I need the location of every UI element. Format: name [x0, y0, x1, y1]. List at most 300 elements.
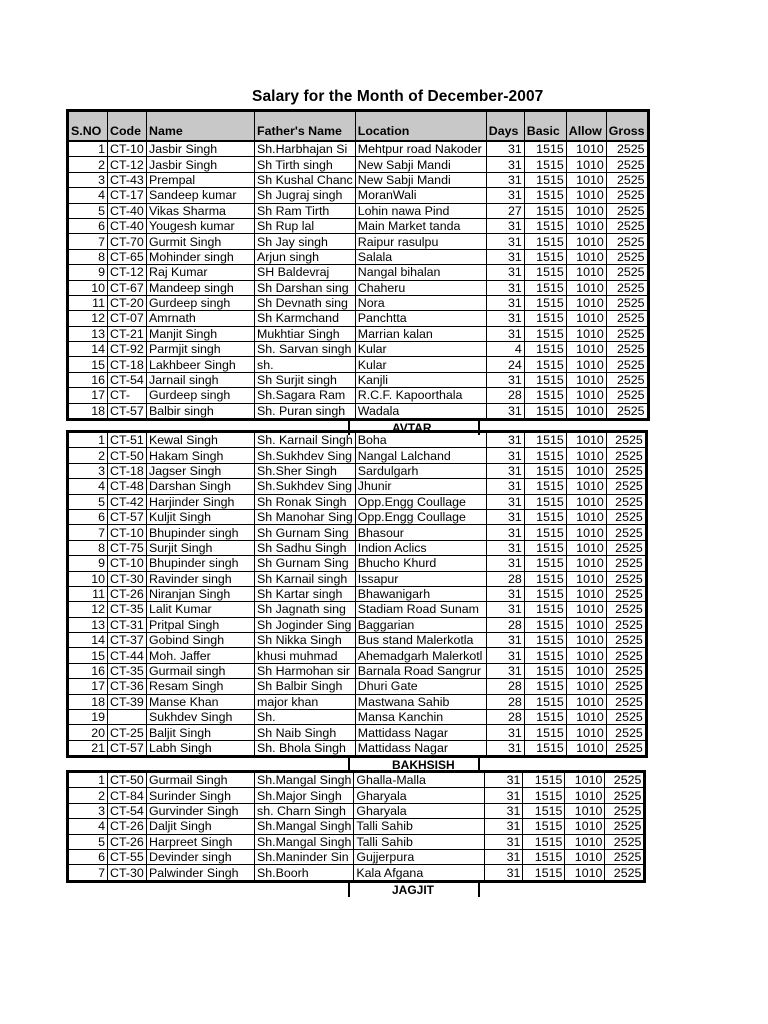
allow-cell: 1010: [566, 463, 606, 478]
gross-cell: 2525: [606, 586, 646, 601]
allow-cell: 1010: [566, 157, 606, 172]
table-row: [68, 494, 647, 509]
sno-cell: 1: [68, 141, 108, 157]
header-name: Name: [147, 111, 255, 142]
sno-cell: 2: [68, 157, 108, 172]
basic-cell: 1515: [523, 849, 565, 864]
days-cell: 31: [486, 525, 524, 540]
table-row: [68, 525, 647, 540]
name-cell: Jasbir Singh: [147, 141, 255, 157]
allow-cell: 1010: [566, 188, 606, 203]
father-name-cell: Sh Balbir Singh: [255, 679, 356, 694]
father-name-cell: Sh. Karnail Singh: [255, 432, 356, 448]
sno-cell: 16: [68, 663, 108, 678]
name-cell: Gurmail Singh: [147, 772, 255, 788]
table-row: [68, 280, 649, 295]
allow-cell: 1010: [566, 663, 606, 678]
father-name-cell: sh. Charn Singh: [255, 803, 354, 818]
name-cell: Daljit Singh: [147, 819, 255, 834]
basic-cell: 1515: [524, 479, 566, 494]
name-cell: Jarnail singh: [147, 372, 255, 387]
basic-cell: 1515: [524, 602, 566, 617]
father-name-cell: Sh Kushal Chanc: [255, 172, 356, 187]
code-cell: [108, 710, 147, 725]
days-cell: 28: [486, 679, 524, 694]
code-cell: CT-26: [108, 819, 147, 834]
table-row: [68, 788, 645, 803]
basic-cell: 1515: [524, 648, 566, 663]
code-cell: CT-10: [108, 141, 147, 157]
father-name-cell: Mukhtiar Singh: [255, 326, 356, 341]
code-cell: CT-50: [108, 772, 147, 788]
table-row: [68, 218, 649, 233]
days-cell: 31: [486, 602, 524, 617]
allow-cell: 1010: [566, 448, 606, 463]
father-name-cell: Sh. Bhola Singh: [255, 740, 356, 756]
sno-cell: 8: [68, 540, 108, 555]
location-cell: Nangal bihalan: [355, 265, 486, 280]
location-cell: Ghalla-Malla: [354, 772, 485, 788]
name-cell: Lakhbeer Singh: [147, 357, 255, 372]
days-cell: 31: [486, 188, 524, 203]
allow-cell: 1010: [565, 865, 605, 881]
code-cell: CT-57: [108, 509, 147, 524]
father-name-cell: Sh Nikka Singh: [255, 633, 356, 648]
basic-cell: 1515: [524, 725, 566, 740]
basic-cell: 1515: [524, 295, 566, 310]
sno-cell: 3: [68, 172, 108, 187]
gross-cell: 2525: [606, 388, 648, 403]
allow-cell: 1010: [566, 357, 606, 372]
code-cell: CT-40: [108, 218, 147, 233]
basic-cell: 1515: [524, 556, 566, 571]
code-cell: CT-07: [108, 311, 147, 326]
table-row: [68, 188, 649, 203]
code-cell: CT-20: [108, 295, 147, 310]
sno-cell: 2: [68, 788, 108, 803]
code-cell: CT-57: [108, 403, 147, 419]
name-cell: Gurmail singh: [147, 663, 255, 678]
gross-cell: 2525: [606, 509, 646, 524]
code-cell: CT-30: [108, 865, 147, 881]
location-cell: Boha: [355, 432, 486, 448]
location-cell: Kanjli: [355, 372, 486, 387]
father-name-cell: Sh Sadhu Singh: [255, 540, 356, 555]
sno-cell: 3: [68, 463, 108, 478]
location-cell: Baggarian: [355, 617, 486, 632]
allow-cell: 1010: [566, 203, 606, 218]
days-cell: 31: [486, 740, 524, 756]
gross-cell: 2525: [606, 311, 648, 326]
name-cell: Darshan Singh: [147, 479, 255, 494]
name-cell: Gurdeep singh: [147, 295, 255, 310]
father-name-cell: Sh.Mangal Singh: [255, 772, 354, 788]
location-cell: Talli Sahib: [354, 819, 485, 834]
allow-cell: 1010: [566, 372, 606, 387]
location-cell: Mattidass Nagar: [355, 725, 486, 740]
days-cell: 31: [485, 834, 523, 849]
name-cell: Niranjan Singh: [147, 586, 255, 601]
location-cell: Dhuri Gate: [355, 679, 486, 694]
father-name-cell: Sh.Boorh: [255, 865, 354, 881]
basic-cell: 1515: [524, 157, 566, 172]
basic-cell: 1515: [523, 865, 565, 881]
code-cell: CT-26: [108, 586, 147, 601]
salary-table-2: [66, 430, 648, 758]
basic-cell: 1515: [524, 141, 566, 157]
gross-cell: 2525: [606, 525, 646, 540]
basic-cell: 1515: [524, 218, 566, 233]
allow-cell: 1010: [566, 494, 606, 509]
header-days: Days: [486, 111, 524, 142]
basic-cell: 1515: [524, 633, 566, 648]
code-cell: CT-35: [108, 602, 147, 617]
allow-cell: 1010: [566, 617, 606, 632]
code-cell: CT-43: [108, 172, 147, 187]
father-name-cell: Sh Karnail singh: [255, 571, 356, 586]
father-name-cell: Sh Tirth singh: [255, 157, 356, 172]
name-cell: Moh. Jaffer: [147, 648, 255, 663]
location-cell: Mattidass Nagar: [355, 740, 486, 756]
allow-cell: 1010: [566, 311, 606, 326]
father-name-cell: Sh.Harbhajan Si: [255, 141, 356, 157]
days-cell: 24: [486, 357, 524, 372]
code-cell: CT-44: [108, 648, 147, 663]
name-cell: Yougesh kumar: [147, 218, 255, 233]
code-cell: CT-10: [108, 525, 147, 540]
name-cell: Bhupinder singh: [147, 556, 255, 571]
days-cell: 31: [486, 633, 524, 648]
location-cell: Salala: [355, 249, 486, 264]
name-cell: Harpreet Singh: [147, 834, 255, 849]
sno-cell: 14: [68, 342, 108, 357]
code-cell: CT-55: [108, 849, 147, 864]
location-cell: Marrian kalan: [355, 326, 486, 341]
location-cell: Gharyala: [354, 803, 485, 818]
code-cell: CT-67: [108, 280, 147, 295]
code-cell: CT-12: [108, 265, 147, 280]
allow-cell: 1010: [566, 525, 606, 540]
code-cell: CT-26: [108, 834, 147, 849]
basic-cell: 1515: [524, 203, 566, 218]
father-name-cell: Sh.Mangal Singh: [255, 819, 354, 834]
code-cell: CT-37: [108, 633, 147, 648]
days-cell: 31: [485, 803, 523, 818]
days-cell: 31: [486, 280, 524, 295]
gross-cell: 2525: [606, 249, 648, 264]
gross-cell: 2525: [605, 772, 645, 788]
father-name-cell: Sh Naib Singh: [255, 725, 356, 740]
father-name-cell: Sh Ram Tirth: [255, 203, 356, 218]
days-cell: 31: [486, 509, 524, 524]
table-row: [68, 295, 649, 310]
gross-cell: 2525: [606, 494, 646, 509]
table-row: [68, 586, 647, 601]
sno-cell: 6: [68, 849, 108, 864]
code-cell: CT-70: [108, 234, 147, 249]
gross-cell: 2525: [606, 432, 646, 448]
basic-cell: 1515: [524, 326, 566, 341]
gross-cell: 2525: [606, 633, 646, 648]
gross-cell: 2525: [606, 295, 648, 310]
sno-cell: 11: [68, 586, 108, 601]
table-row: [68, 849, 645, 864]
name-cell: Balbir singh: [147, 403, 255, 419]
days-cell: 31: [485, 849, 523, 864]
gross-cell: 2525: [606, 648, 646, 663]
sno-cell: 15: [68, 357, 108, 372]
sno-cell: 13: [68, 617, 108, 632]
table-row: [68, 819, 645, 834]
allow-cell: 1010: [566, 571, 606, 586]
basic-cell: 1515: [524, 540, 566, 555]
location-cell: Bhasour: [355, 525, 486, 540]
gross-cell: 2525: [606, 448, 646, 463]
code-cell: CT-54: [108, 803, 147, 818]
name-cell: Raj Kumar: [147, 265, 255, 280]
location-cell: Sardulgarh: [355, 463, 486, 478]
basic-cell: 1515: [524, 172, 566, 187]
basic-cell: 1515: [524, 372, 566, 387]
gross-cell: 2525: [606, 710, 646, 725]
gross-cell: 2525: [606, 280, 648, 295]
basic-cell: 1515: [523, 834, 565, 849]
table-row: [68, 602, 647, 617]
days-cell: 31: [486, 586, 524, 601]
allow-cell: 1010: [566, 633, 606, 648]
sno-cell: 4: [68, 479, 108, 494]
days-cell: 31: [486, 556, 524, 571]
days-cell: 31: [486, 172, 524, 187]
table-row: [68, 803, 645, 818]
sno-cell: 5: [68, 834, 108, 849]
father-name-cell: Sh Manohar Sing: [255, 509, 356, 524]
days-cell: 31: [486, 218, 524, 233]
code-cell: CT-10: [108, 556, 147, 571]
location-cell: Kala Afgana: [354, 865, 485, 881]
salary-table-3: [66, 770, 646, 883]
location-cell: Stadiam Road Sunam: [355, 602, 486, 617]
allow-cell: 1010: [566, 265, 606, 280]
name-cell: Surinder Singh: [147, 788, 255, 803]
gross-cell: 2525: [606, 157, 648, 172]
father-name-cell: Sh.Mangal Singh: [255, 834, 354, 849]
basic-cell: 1515: [524, 509, 566, 524]
supervisor-label: AVTAR: [392, 421, 432, 435]
basic-cell: 1515: [523, 788, 565, 803]
gross-cell: 2525: [606, 218, 648, 233]
basic-cell: 1515: [524, 694, 566, 709]
table-row: [68, 388, 649, 403]
sno-cell: 4: [68, 188, 108, 203]
sno-cell: 10: [68, 280, 108, 295]
gross-cell: 2525: [606, 617, 646, 632]
code-cell: CT-51: [108, 432, 147, 448]
sno-cell: 7: [68, 525, 108, 540]
father-name-cell: major khan: [255, 694, 356, 709]
allow-cell: 1010: [565, 788, 605, 803]
location-cell: Mansa Kanchin: [355, 710, 486, 725]
sno-cell: 20: [68, 725, 108, 740]
header-gross: Gross: [606, 111, 648, 142]
father-name-cell: Sh Darshan sing: [255, 280, 356, 295]
table-row: [68, 663, 647, 678]
days-cell: 31: [486, 295, 524, 310]
location-cell: Wadala: [355, 403, 486, 419]
name-cell: Jagser Singh: [147, 463, 255, 478]
location-cell: Lohin nawa Pind: [355, 203, 486, 218]
father-name-cell: Sh.Sukhdev Sing: [255, 448, 356, 463]
location-cell: Opp.Engg Coullage: [355, 509, 486, 524]
father-name-cell: Sh.Sagara Ram: [255, 388, 356, 403]
days-cell: 31: [486, 234, 524, 249]
days-cell: 31: [486, 663, 524, 678]
days-cell: 31: [486, 311, 524, 326]
days-cell: 31: [486, 725, 524, 740]
gross-cell: 2525: [606, 740, 646, 756]
basic-cell: 1515: [524, 463, 566, 478]
days-cell: 31: [486, 432, 524, 448]
days-cell: 31: [486, 540, 524, 555]
allow-cell: 1010: [566, 509, 606, 524]
gross-cell: 2525: [606, 172, 648, 187]
allow-cell: 1010: [566, 648, 606, 663]
code-cell: CT-21: [108, 326, 147, 341]
header-allow: Allow: [566, 111, 606, 142]
sno-cell: 1: [68, 432, 108, 448]
location-cell: Talli Sahib: [354, 834, 485, 849]
gross-cell: 2525: [605, 819, 645, 834]
location-cell: New Sabji Mandi: [355, 172, 486, 187]
table-row: [68, 249, 649, 264]
father-name-cell: Sh. Puran singh: [255, 403, 356, 419]
sno-cell: 11: [68, 295, 108, 310]
table-row: [68, 203, 649, 218]
table-row: [68, 725, 647, 740]
basic-cell: 1515: [524, 342, 566, 357]
basic-cell: 1515: [524, 311, 566, 326]
table-row: [68, 556, 647, 571]
days-cell: 31: [486, 157, 524, 172]
table-row: [68, 710, 647, 725]
name-cell: Kuljit Singh: [147, 509, 255, 524]
location-cell: New Sabji Mandi: [355, 157, 486, 172]
gross-cell: 2525: [606, 463, 646, 478]
location-cell: Gharyala: [354, 788, 485, 803]
code-cell: CT-65: [108, 249, 147, 264]
location-cell: Bus stand Malerkotla: [355, 633, 486, 648]
name-cell: Labh Singh: [147, 740, 255, 756]
gross-cell: 2525: [606, 725, 646, 740]
name-cell: Manse Khan: [147, 694, 255, 709]
father-name-cell: Sh Joginder Sing: [255, 617, 356, 632]
father-name-cell: Sh.Maninder Sin: [255, 849, 354, 864]
basic-cell: 1515: [524, 357, 566, 372]
basic-cell: 1515: [524, 280, 566, 295]
name-cell: Hakam Singh: [147, 448, 255, 463]
code-cell: CT-: [108, 388, 147, 403]
name-cell: Gurmit Singh: [147, 234, 255, 249]
days-cell: 31: [486, 249, 524, 264]
table-row: [68, 571, 647, 586]
name-cell: Sukhdev Singh: [147, 710, 255, 725]
table-row: [68, 432, 647, 448]
allow-cell: 1010: [566, 388, 606, 403]
name-cell: Ravinder singh: [147, 571, 255, 586]
days-cell: 31: [486, 448, 524, 463]
father-name-cell: Sh.Major Singh: [255, 788, 354, 803]
location-cell: Ahemadgarh Malerkotl: [355, 648, 486, 663]
name-cell: Sandeep kumar: [147, 188, 255, 203]
father-name-cell: sh.: [255, 357, 356, 372]
allow-cell: 1010: [566, 710, 606, 725]
name-cell: Prempal: [147, 172, 255, 187]
location-cell: Indion Aclics: [355, 540, 486, 555]
location-cell: Issapur: [355, 571, 486, 586]
sno-cell: 18: [68, 694, 108, 709]
basic-cell: 1515: [524, 525, 566, 540]
location-cell: Nora: [355, 295, 486, 310]
days-cell: 31: [485, 772, 523, 788]
father-name-cell: Sh.Sukhdev Sing: [255, 479, 356, 494]
code-cell: CT-92: [108, 342, 147, 357]
days-cell: 28: [486, 694, 524, 709]
basic-cell: 1515: [524, 679, 566, 694]
page-title: Salary for the Month of December-2007: [252, 88, 544, 105]
allow-cell: 1010: [565, 849, 605, 864]
days-cell: 31: [485, 788, 523, 803]
basic-cell: 1515: [523, 819, 565, 834]
father-name-cell: Sh Karmchand: [255, 311, 356, 326]
header-row: [68, 111, 649, 142]
allow-cell: 1010: [566, 141, 606, 157]
father-name-cell: Sh Rup lal: [255, 218, 356, 233]
code-cell: CT-40: [108, 203, 147, 218]
table-row: [68, 740, 647, 756]
table-row: [68, 265, 649, 280]
gross-cell: 2525: [606, 556, 646, 571]
allow-cell: 1010: [565, 803, 605, 818]
days-cell: 28: [486, 571, 524, 586]
allow-cell: 1010: [566, 694, 606, 709]
sno-cell: 14: [68, 633, 108, 648]
gross-cell: 2525: [606, 540, 646, 555]
gross-cell: 2525: [605, 788, 645, 803]
sno-cell: 13: [68, 326, 108, 341]
father-name-cell: Sh Jagnath sing: [255, 602, 356, 617]
sno-cell: 9: [68, 265, 108, 280]
days-cell: 31: [486, 403, 524, 419]
days-cell: 27: [486, 203, 524, 218]
father-name-cell: SH Baldevraj: [255, 265, 356, 280]
days-cell: 31: [485, 865, 523, 881]
sno-cell: 8: [68, 249, 108, 264]
label-divider-left: [348, 883, 350, 897]
sno-cell: 18: [68, 403, 108, 419]
allow-cell: 1010: [566, 249, 606, 264]
allow-cell: 1010: [565, 819, 605, 834]
table-row: [68, 311, 649, 326]
name-cell: Baljit Singh: [147, 725, 255, 740]
father-name-cell: Sh.: [255, 710, 356, 725]
gross-cell: 2525: [606, 141, 648, 157]
father-name-cell: Sh Ronak Singh: [255, 494, 356, 509]
father-name-cell: Arjun singh: [255, 249, 356, 264]
sno-cell: 12: [68, 602, 108, 617]
sno-cell: 12: [68, 311, 108, 326]
father-name-cell: khusi muhmad: [255, 648, 356, 663]
location-cell: Raipur rasulpu: [355, 234, 486, 249]
